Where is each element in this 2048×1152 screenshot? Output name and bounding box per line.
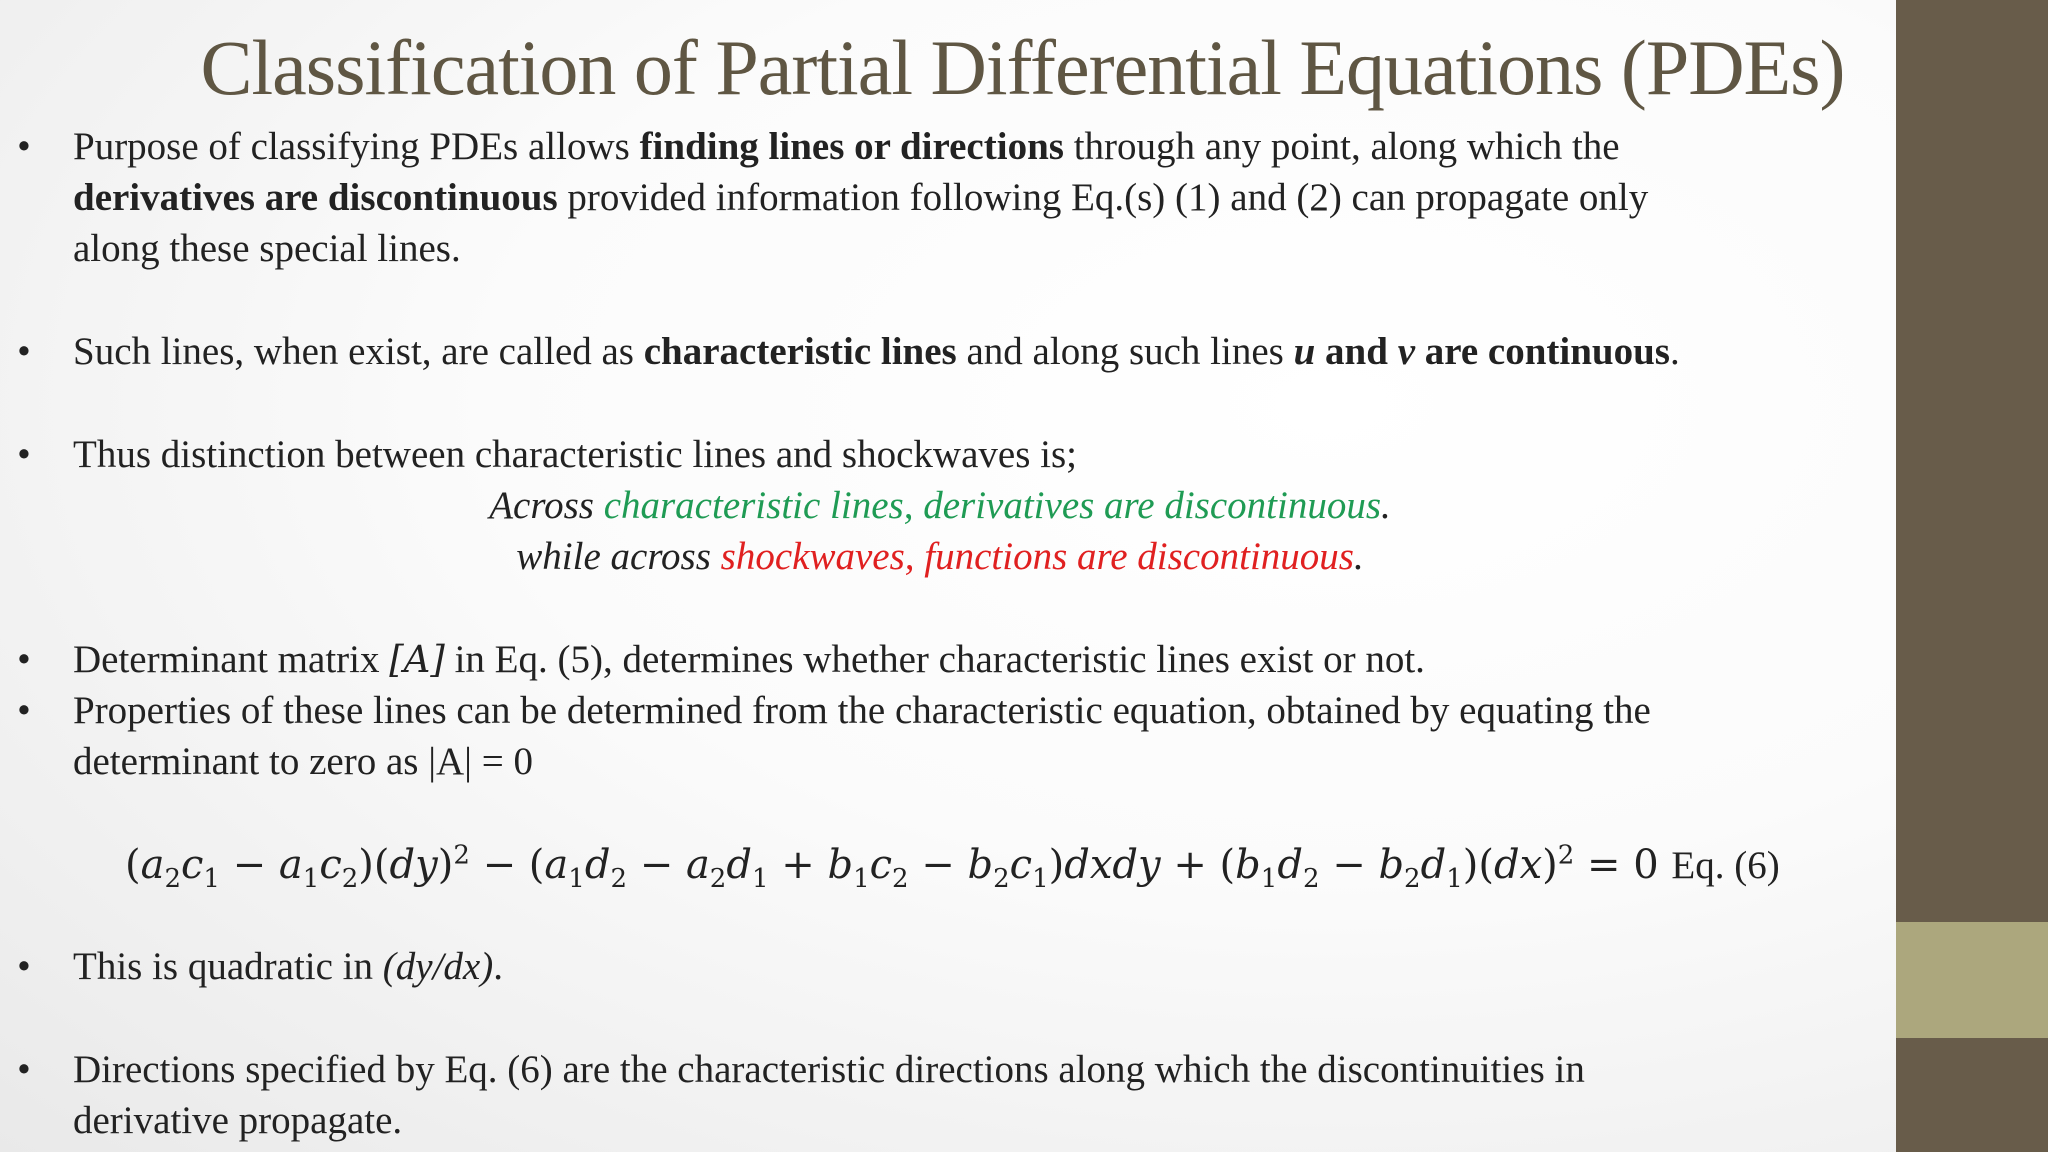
emphasis-derivatives-discontinuous: derivatives are discontinuous: [73, 176, 558, 219]
properties-line-1: Properties of these lines can be determined from the characteristic equation, obtained by equating the: [73, 689, 1651, 732]
purpose-line-3: along these special lines.: [73, 227, 461, 270]
bullet-marker: •: [17, 125, 31, 168]
slide: Classification of Partial Differential Equations (PDEs) • Purpose of classifying PDEs allows finding lines or directions through any point, along which the derivatives are discontinuous provided information following Eq.(s) (1) and (2) can propagate only along these special lines. • Such lines, when exist, are called as characteristic lines and along such lines u and v are continuous. • Thus distinction between characteristic lines and shockwaves is; Across characteristic lines, derivatives are discontinuous. while across shockwaves, functions are discontinuous. • Determinant matrix [A] in Eq. (5), determines whether characteristic lines exist or not. • Properties of these lines can be determined from the characteristic equation, obtained by equating the determinant to zero as |A| = 0 $(a_2c_1 - a_1c_2)(dy)^2 - (a_1d_2 - a_2d_1 + b_1c_2$ − $b_2c_1)dxdy + (b_1d_2 - b_2d_1)(dx)^2 = 0$ Eq. (6) • This is quadratic in (dy/dx). • Directions specified by Eq. (6) are the characteristic directions along which the discontinuities in derivative propagate.: [0, 0, 1896, 1152]
bullet-marker: •: [17, 689, 31, 732]
distinction-characteristic-line: Across characteristic lines, derivatives are discontinuous.: [489, 484, 1391, 527]
matrix-a: [A]: [389, 638, 445, 681]
emphasis-characteristic-lines: characteristic lines: [643, 330, 957, 373]
bullet-marker: •: [17, 638, 31, 681]
directions-line-1: Directions specified by Eq. (6) are the characteristic directions along which the discontinuities in: [73, 1048, 1585, 1091]
red-statement: shockwaves, functions are discontinuous: [720, 535, 1354, 578]
dy-dx: (dy/dx): [382, 945, 494, 988]
sidebar-accent-block: [1896, 922, 2048, 1038]
bullet-marker: •: [17, 330, 31, 373]
distinction-intro: Thus distinction between characteristic lines and shockwaves is;: [73, 433, 1077, 476]
slide-title: Classification of Partial Differential Equations (PDEs): [200, 24, 1845, 111]
bullet-marker: •: [17, 433, 31, 476]
purpose-line-1: Purpose of classifying PDEs allows finding lines or directions through any point, along which the: [73, 125, 1620, 168]
bullet-marker: •: [17, 945, 31, 988]
emphasis-finding-lines: finding lines or directions: [639, 125, 1064, 168]
var-u: u: [1293, 330, 1316, 373]
distinction-shockwave-line: while across shockwaves, functions are discontinuous.: [516, 535, 1364, 578]
green-statement: characteristic lines, derivatives are discontinuous: [603, 484, 1382, 527]
var-v: v: [1397, 330, 1415, 373]
decorative-sidebar: [1896, 0, 2048, 1152]
properties-line-2: determinant to zero as |A| = 0: [73, 740, 533, 783]
bullet-marker: •: [17, 1048, 31, 1091]
characteristic-equation: $(a_2c_1 - a_1c_2)(dy)^2 - (a_1d_2 - a_2d_1 + b_1c_2$ − $b_2c_1)dxdy + (b_1d_2 - b_2d_1)(dx)^2 = 0$ Eq. (6): [125, 840, 1780, 894]
directions-line-2: derivative propagate.: [73, 1099, 403, 1142]
purpose-line-2: derivatives are discontinuous provided information following Eq.(s) (1) and (2) can propagate only: [73, 176, 1649, 219]
equation-label: Eq. (6): [1671, 844, 1780, 887]
